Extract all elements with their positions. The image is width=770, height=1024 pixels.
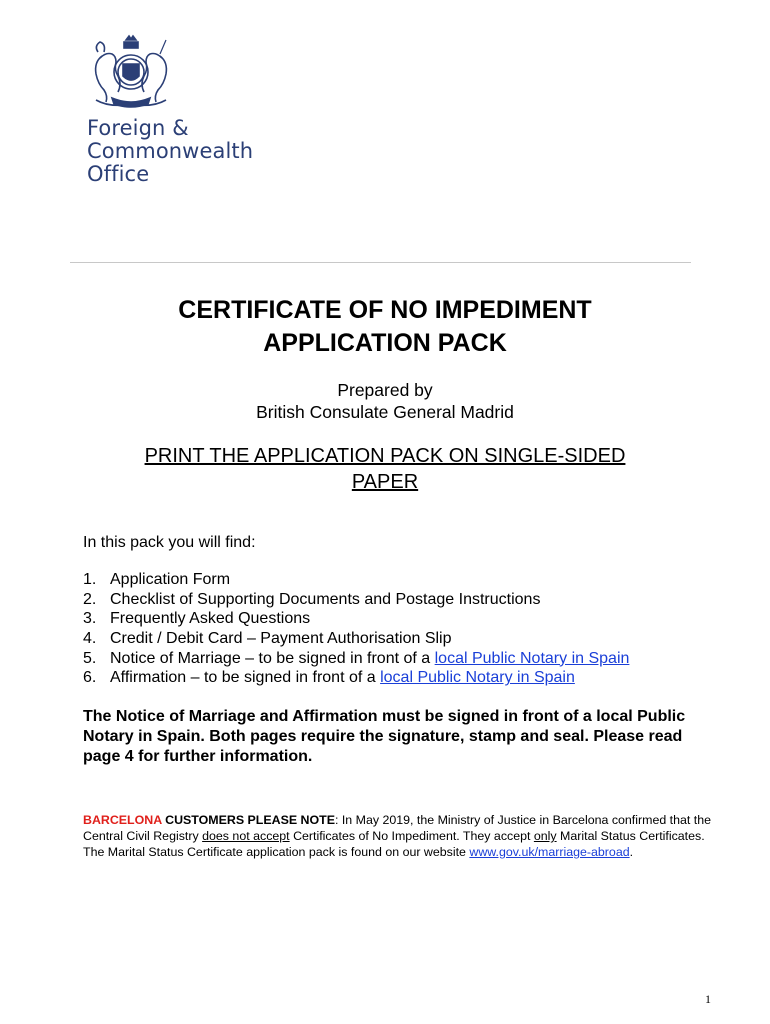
signing-notice: The Notice of Marriage and Affirmation must be signed in front of a local Public Notary in Spain. Both pages require the signature, stamp and seal. Please read page 4 for further information.	[83, 708, 686, 765]
item-number: 1.	[83, 571, 97, 588]
document-subtitle: APPLICATION PACK	[263, 329, 507, 357]
document-title: CERTIFICATE OF NO IMPEDIMENT	[178, 296, 592, 324]
item-text: Credit / Debit Card – Payment Authorisation Slip	[110, 630, 452, 648]
prepared-by-org: British Consulate General Madrid	[256, 402, 514, 422]
item-number: 2.	[83, 590, 97, 608]
note-text: Marital Status Certificates. The Marital Status Certificate application pack is found on our website	[83, 829, 705, 859]
item-number: 6.	[83, 669, 97, 687]
item-number: 4.	[83, 630, 97, 648]
notary-link[interactable]: local Public Notary in Spain	[380, 669, 575, 687]
list-item	[83, 609, 629, 629]
prepared-by: Prepared by	[337, 380, 433, 400]
item-text: Affirmation – to be signed in front of a	[110, 669, 381, 687]
note-emphasis: only	[533, 829, 557, 843]
list-item	[83, 629, 629, 649]
barcelona-note	[83, 812, 723, 860]
note-emphasis: does not accept	[202, 829, 290, 843]
pack-contents-list	[83, 570, 629, 688]
note-label: CUSTOMERS PLEASE NOTE	[161, 813, 335, 827]
item-text: Notice of Marriage – to be signed in front of a	[110, 649, 435, 667]
print-instruction: PAPER	[351, 471, 419, 493]
page-number: 1	[705, 992, 711, 1006]
item-text: Checklist of Supporting Documents and Postage Instructions	[110, 590, 541, 608]
note-text: .	[629, 845, 634, 859]
list-item	[83, 649, 629, 669]
org-name-line: Foreign &	[87, 116, 189, 140]
note-text: Certificates of No Impediment. They accept	[289, 829, 534, 843]
note-text: : In May 2019, the Ministry of Justice in Barcelona confirmed that the Central Civil Registry	[83, 813, 712, 843]
marriage-abroad-link[interactable]: www.gov.uk/marriage-abroad	[469, 845, 630, 859]
item-text: Frequently Asked Questions	[110, 610, 311, 628]
city-label: BARCELONA	[83, 813, 162, 827]
item-number: 5.	[83, 649, 97, 667]
item-text: Application Form	[110, 571, 231, 588]
org-name-line: Office	[87, 162, 150, 186]
royal-coat-of-arms-icon	[82, 34, 180, 114]
list-item	[83, 668, 629, 688]
print-instruction: PRINT THE APPLICATION PACK ON SINGLE-SIDED	[144, 445, 626, 467]
org-name-line: Commonwealth	[87, 139, 254, 163]
list-item	[83, 590, 629, 610]
item-number: 3.	[83, 610, 97, 628]
pack-intro: In this pack you will find:	[83, 534, 256, 551]
header-divider	[70, 262, 691, 263]
list-item	[83, 570, 629, 590]
notary-link[interactable]: local Public Notary in Spain	[434, 649, 630, 667]
